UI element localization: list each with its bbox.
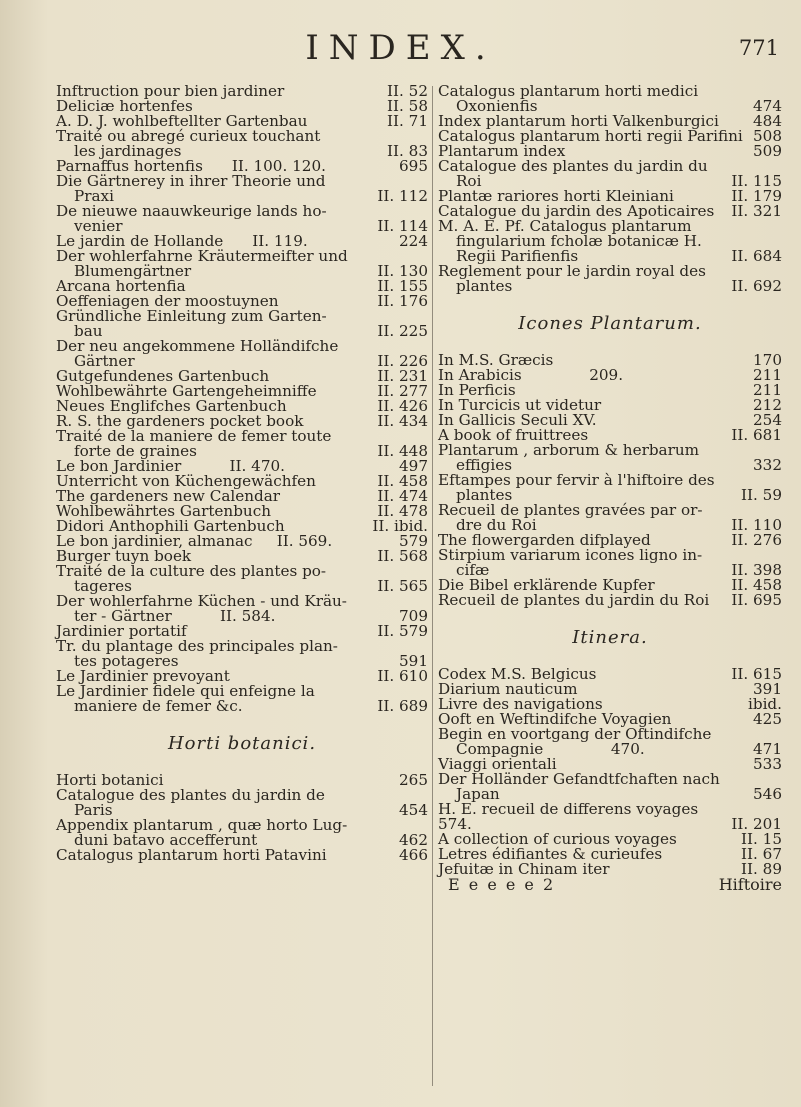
entry-page-ref: II. 681	[731, 426, 782, 444]
entry-page-ref: 462	[399, 831, 428, 849]
entry-page-ref: II. 474	[377, 487, 428, 505]
entry-page-ref: II. 110	[731, 516, 782, 534]
entry-title: Catalogue du jardin des Apoticaires	[438, 202, 715, 220]
entry-title: effigies	[456, 456, 512, 474]
entry-page-ref: II. 276	[731, 531, 782, 549]
entry-page-ref: II. 398	[731, 561, 782, 579]
entry-page-ref: 474	[753, 97, 782, 115]
entry-page-ref: 211	[753, 366, 782, 384]
entry-page-ref: II. 130	[377, 262, 428, 280]
entry-page-ref: 533	[753, 755, 782, 773]
entry-title: Ooft en Weftindifche Voyagien	[438, 710, 672, 728]
index-entry-continuation	[438, 279, 782, 294]
entry-page-ref: II. 176	[377, 292, 428, 310]
entry-title: R. S. the gardeners pocket book	[56, 412, 304, 430]
entry-title: Appendix plantarum , quæ horto Lug-	[56, 816, 348, 834]
entry-title: Der neu angekommene Holländifche	[56, 337, 339, 355]
entry-title: Parnaffus hortenfis II. 100. 120.	[56, 157, 326, 175]
entry-page-ref: II. 179	[731, 187, 782, 205]
entry-page-ref: II. 52	[387, 82, 428, 100]
entry-title: H. E. recueil de differens voyages 574.	[438, 800, 703, 833]
entry-page-ref: 466	[399, 846, 428, 864]
entry-title: A. D. J. wohlbeftellter Gartenbau	[56, 112, 308, 130]
entry-page-ref: II. 448	[377, 442, 428, 460]
entry-title: ter - Gärtner II. 584.	[74, 607, 276, 625]
entry-title: A book of fruittrees	[438, 426, 589, 444]
entry-page-ref: II. 83	[387, 142, 428, 160]
section-heading: Itinera.	[572, 627, 648, 648]
entry-title: Eftampes pour fervir à l'hiftoire des	[438, 471, 715, 489]
entry-title: Der Holländer Gefandtfchaften nach	[438, 770, 720, 788]
entry-title: M. A. E. Pf. Catalogus plantarum	[438, 217, 692, 235]
entry-page-ref: 579	[399, 532, 428, 550]
entry-title: Traité ou abregé curieux touchant	[56, 127, 321, 145]
entry-page-ref: II. 226	[377, 352, 428, 370]
index-entry-continuation	[56, 699, 428, 714]
catchword: Hiftoire	[718, 875, 782, 894]
entry-page-ref: 591	[399, 652, 428, 670]
entry-title: Horti botanici	[56, 771, 164, 789]
entry-title: Plantarum index	[438, 142, 566, 160]
entry-title: Traité de la maniere de femer toute	[56, 427, 332, 445]
entry-title: forte de graines	[74, 442, 197, 460]
entry-page-ref: 709	[399, 607, 428, 625]
entry-title: Burger tuyn boek	[56, 547, 192, 565]
entry-title: Recueil de plantes gravées par or-	[438, 501, 703, 519]
entry-page-ref: II. ibid.	[372, 517, 428, 535]
signature-mark: E e e e e 2	[448, 875, 556, 894]
entry-page-ref: 170	[753, 351, 782, 369]
entry-title: Der wohlerfahrne Kräutermeifter und	[56, 247, 348, 265]
entry-title: In Arabicis 209.	[438, 366, 624, 384]
entry-page-ref: 212	[753, 396, 782, 414]
entry-page-ref: 425	[753, 710, 782, 728]
entry-title: Praxi	[74, 187, 114, 205]
entry-page-ref: 509	[753, 142, 782, 160]
entry-title: Gutgefundenes Gartenbuch	[56, 367, 270, 385]
entry-title: Jardinier portatif	[56, 622, 187, 640]
section-heading: Icones Plantarum.	[518, 313, 702, 334]
entry-title: Codex M.S. Belgicus	[438, 665, 597, 683]
entry-title: Oxonienfis	[456, 97, 538, 115]
entry-title: Recueil de plantes du jardin du Roi	[438, 591, 710, 609]
entry-page-ref: II. 565	[377, 577, 428, 595]
entry-title: maniere de femer &c.	[74, 697, 243, 715]
entry-page-ref: II. 478	[377, 502, 428, 520]
entry-page-ref: 454	[399, 801, 428, 819]
page-number: 771	[738, 36, 779, 60]
entry-title: tageres	[74, 577, 132, 595]
page-title: INDEX.	[305, 28, 496, 68]
entry-title: In M.S. Græcis	[438, 351, 554, 369]
entry-title: Catalogus plantarum horti medici	[438, 82, 699, 100]
entry-title: Inftruction pour bien jardiner	[56, 82, 285, 100]
entry-page-ref: II. 615	[731, 665, 782, 683]
section-heading: Horti botanici.	[167, 733, 317, 754]
entry-title: venier	[74, 217, 123, 235]
entry-page-ref: 508	[753, 127, 782, 145]
entry-page-ref: 497	[399, 457, 428, 475]
entry-title: Roi	[456, 172, 482, 190]
entry-page-ref: 695	[399, 157, 428, 175]
entry-title: Die Bibel erklärende Kupfer	[438, 576, 655, 594]
entry-title: Diarium nauticum	[438, 680, 578, 698]
entry-title: Unterricht von Küchengewächfen	[56, 472, 316, 490]
entry-title: In Gallicis Seculi XV.	[438, 411, 597, 429]
entry-page-ref: 546	[753, 785, 782, 803]
entry-page-ref: II. 89	[741, 860, 782, 878]
entry-title: The flowergarden difplayed	[438, 531, 651, 549]
entry-title: Catalogue des plantes du jardin du	[438, 157, 708, 175]
entry-page-ref: II. 689	[377, 697, 428, 715]
entry-title: dre du Roi	[456, 516, 537, 534]
index-entry	[56, 309, 428, 324]
entry-page-ref: II. 114	[377, 217, 428, 235]
right-column	[438, 84, 782, 892]
entry-title: Catalogus plantarum horti Patavini	[56, 846, 327, 864]
entry-title: fingularium fcholæ botanicæ H.	[456, 232, 702, 250]
entry-title: Viaggi orientali	[438, 755, 557, 773]
entry-page-ref: II. 201	[731, 815, 782, 833]
entry-title: Le bon jardinier, almanac II. 569.	[56, 532, 333, 550]
entry-page-ref: II. 695	[731, 591, 782, 609]
entry-title: Compagnie 470.	[456, 740, 645, 758]
entry-page-ref: II. 112	[377, 187, 428, 205]
entry-page-ref: 265	[399, 771, 428, 789]
entry-title: Le Jardinier prevoyant	[56, 667, 230, 685]
entry-title: Le bon Jardinier II. 470.	[56, 457, 285, 475]
page-header	[0, 18, 801, 78]
entry-page-ref: II. 610	[377, 667, 428, 685]
entry-title: In Turcicis ut videtur	[438, 396, 602, 414]
entry-title: Arcana hortenfia	[56, 277, 186, 295]
entry-page-ref: II. 458	[377, 472, 428, 490]
entry-page-ref: 211	[753, 381, 782, 399]
entry-page-ref: 332	[753, 456, 782, 474]
entry-title: Neues Englifches Gartenbuch	[56, 397, 287, 415]
entry-title: Plantarum , arborum & herbarum	[438, 441, 700, 459]
entry-title: Gärtner	[74, 352, 135, 370]
entry-page-ref: II. 684	[731, 247, 782, 265]
entry-title: Begin en voortgang der Oftindifche	[438, 725, 712, 743]
entry-page-ref: II. 321	[731, 202, 782, 220]
entry-title: The gardeners new Calendar	[56, 487, 281, 505]
entry-title: plantes	[456, 277, 513, 295]
entry-page-ref: II. 155	[377, 277, 428, 295]
entry-title: Catalogus plantarum horti regii Parifini	[438, 127, 743, 145]
entry-title: plantes	[456, 486, 513, 504]
entry-page-ref: II. 59	[741, 486, 782, 504]
entry-title: Gründliche Einleitung zum Garten-	[56, 307, 327, 325]
entry-title: Blumengärtner	[74, 262, 192, 280]
entry-page-ref: II. 58	[387, 97, 428, 115]
index-entry	[438, 802, 782, 832]
entry-title: Der wohlerfahrne Küchen - und Kräu-	[56, 592, 347, 610]
entry-title: In Perficis	[438, 381, 516, 399]
entry-page-ref: II. 115	[731, 172, 782, 190]
entry-title: duni batavo accefferunt	[74, 831, 258, 849]
entry-title: Jefuitæ in Chinam iter	[438, 860, 610, 878]
entry-title: Plantæ rariores horti Kleiniani	[438, 187, 674, 205]
entry-title: Didori Anthophili Gartenbuch	[56, 517, 285, 535]
entry-title: Catalogue des plantes du jardin de	[56, 786, 325, 804]
entry-page-ref: II. 231	[377, 367, 428, 385]
entry-page-ref: II. 15	[741, 830, 782, 848]
entry-title: Japan	[456, 785, 500, 803]
entry-title: Le jardin de Hollande II. 119.	[56, 232, 308, 250]
entry-title: Le Jardinier fidele qui enfeigne la	[56, 682, 315, 700]
entry-title: Letres édifiantes & curieufes	[438, 845, 663, 863]
index-entry	[438, 862, 782, 877]
entry-title: cifæ	[456, 561, 490, 579]
entry-page-ref: 224	[399, 232, 428, 250]
catchword-line	[438, 877, 782, 892]
entry-title: A collection of curious voyages	[438, 830, 677, 848]
entry-title: Tr. du plantage des principales plan-	[56, 637, 338, 655]
entry-title: Oeffeniagen der moostuynen	[56, 292, 279, 310]
entry-title: Die Gärtnerey in ihrer Theorie und	[56, 172, 326, 190]
entry-title: Index plantarum horti Valkenburgici	[438, 112, 719, 130]
entry-title: Wohlbewährte Gartengeheimniffe	[56, 382, 317, 400]
entry-page-ref: II. 434	[377, 412, 428, 430]
entry-page-ref: 484	[753, 112, 782, 130]
index-entry	[56, 848, 428, 863]
entry-title: Livre des navigations	[438, 695, 603, 713]
entry-page-ref: 391	[753, 680, 782, 698]
entry-title: Deliciæ hortenfes	[56, 97, 193, 115]
entry-page-ref: ibid.	[748, 695, 782, 713]
entry-page-ref: II. 67	[741, 845, 782, 863]
entry-title: tes potageres	[74, 652, 179, 670]
entry-page-ref: II. 458	[731, 576, 782, 594]
entry-page-ref: II. 692	[731, 277, 782, 295]
left-column	[56, 84, 428, 863]
entry-title: Reglement pour le jardin royal des	[438, 262, 706, 280]
entry-page-ref: 471	[753, 740, 782, 758]
entry-title: Wohlbewährtes Gartenbuch	[56, 502, 271, 520]
entry-title: Stirpium variarum icones ligno in-	[438, 546, 703, 564]
entry-title: De nieuwe naauwkeurige lands ho-	[56, 202, 327, 220]
entry-title: Traité de la culture des plantes po-	[56, 562, 327, 580]
entry-page-ref: II. 568	[377, 547, 428, 565]
entry-title: Regii Parifienfis	[456, 247, 579, 265]
index-entry	[438, 593, 782, 608]
entry-title: bau	[74, 322, 103, 340]
column-divider	[432, 86, 433, 1086]
entry-page-ref: II. 426	[377, 397, 428, 415]
entry-page-ref: II. 579	[377, 622, 428, 640]
entry-title: les jardinages	[74, 142, 182, 160]
entry-page-ref: II. 71	[387, 112, 428, 130]
entry-page-ref: 254	[753, 411, 782, 429]
entry-page-ref: II. 277	[377, 382, 428, 400]
entry-title: Paris	[74, 801, 113, 819]
entry-page-ref: II. 225	[377, 322, 428, 340]
